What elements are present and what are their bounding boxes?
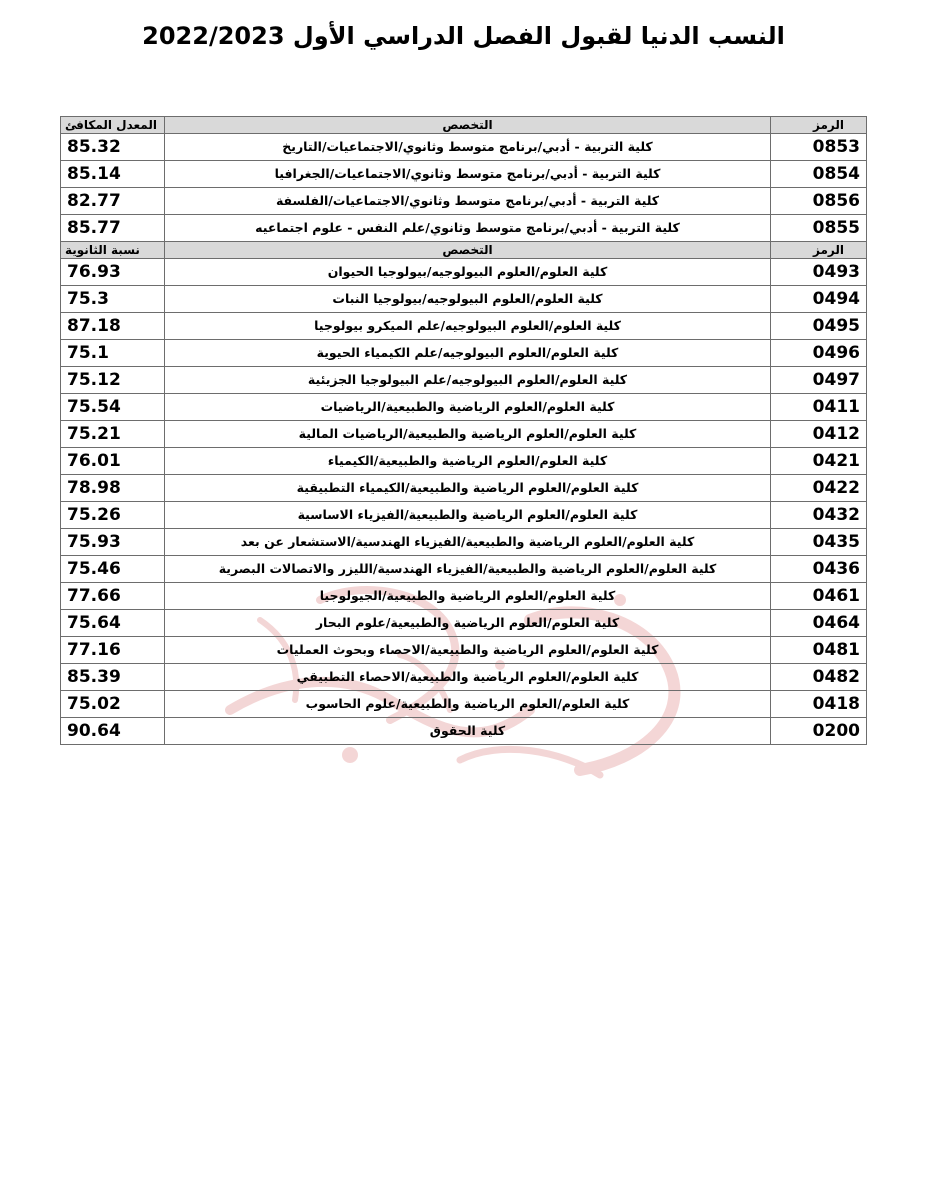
score-cell: 75.3 <box>61 286 165 313</box>
header-specialization: التخصص <box>165 117 771 134</box>
table-row <box>61 161 867 188</box>
score-cell: 75.21 <box>61 421 165 448</box>
score-cell: 75.02 <box>61 691 165 718</box>
specialization-cell: كلية العلوم/العلوم الرياضية والطبيعية/الفيزياء الهندسية/الليزر والاتصالات البصرية <box>165 556 771 583</box>
table-row <box>61 313 867 340</box>
code-cell: 0496 <box>771 340 867 367</box>
header-score: المعدل المكافئ <box>61 117 165 134</box>
code-cell: 0436 <box>771 556 867 583</box>
score-cell: 77.16 <box>61 637 165 664</box>
specialization-cell: كلية العلوم/العلوم الرياضية والطبيعية/الفيزياء الاساسية <box>165 502 771 529</box>
score-cell: 85.77 <box>61 215 165 242</box>
table-row <box>61 421 867 448</box>
table-row <box>61 502 867 529</box>
table-row <box>61 215 867 242</box>
score-cell: 75.26 <box>61 502 165 529</box>
table-row <box>61 583 867 610</box>
score-cell: 75.64 <box>61 610 165 637</box>
code-cell: 0495 <box>771 313 867 340</box>
code-cell: 0497 <box>771 367 867 394</box>
score-cell: 78.98 <box>61 475 165 502</box>
score-cell: 75.93 <box>61 529 165 556</box>
table-row <box>61 637 867 664</box>
specialization-cell: كلية العلوم/العلوم الرياضية والطبيعية/الاحصاء وبحوث العمليات <box>165 637 771 664</box>
score-cell: 76.01 <box>61 448 165 475</box>
score-cell: 75.54 <box>61 394 165 421</box>
header-code: الرمز <box>771 117 867 134</box>
table-row <box>61 188 867 215</box>
table-row <box>61 529 867 556</box>
code-cell: 0494 <box>771 286 867 313</box>
specialization-cell: كلية العلوم/العلوم الرياضية والطبيعية/الرياضيات المالية <box>165 421 771 448</box>
section1-header-row <box>61 117 867 134</box>
code-cell: 0418 <box>771 691 867 718</box>
score-cell: 77.66 <box>61 583 165 610</box>
specialization-cell: كلية العلوم/العلوم الرياضية والطبيعية/الفيزياء الهندسية/الاستشعار عن بعد <box>165 529 771 556</box>
header-specialization: التخصص <box>165 242 771 259</box>
specialization-cell: كلية التربية - أدبي/برنامج متوسط وثانوي/الاجتماعيات/الفلسفة <box>165 188 771 215</box>
header-score: نسبة الثانوية <box>61 242 165 259</box>
code-cell: 0411 <box>771 394 867 421</box>
table-row <box>61 691 867 718</box>
table-row <box>61 556 867 583</box>
code-cell: 0481 <box>771 637 867 664</box>
section2-header-row <box>61 242 867 259</box>
admission-table <box>60 116 867 745</box>
specialization-cell: كلية العلوم/العلوم الرياضية والطبيعية/الكيمياء التطبيقية <box>165 475 771 502</box>
table-row <box>61 134 867 161</box>
score-cell: 85.39 <box>61 664 165 691</box>
specialization-cell: كلية العلوم/العلوم الرياضية والطبيعية/الجيولوجيا <box>165 583 771 610</box>
score-cell: 82.77 <box>61 188 165 215</box>
score-cell: 75.1 <box>61 340 165 367</box>
specialization-cell: كلية التربية - أدبي/برنامج متوسط وثانوي/الاجتماعيات/الجغرافيا <box>165 161 771 188</box>
table-row <box>61 340 867 367</box>
code-cell: 0412 <box>771 421 867 448</box>
specialization-cell: كلية العلوم/العلوم البيولوجيه/بيولوجيا الحيوان <box>165 259 771 286</box>
code-cell: 0493 <box>771 259 867 286</box>
code-cell: 0464 <box>771 610 867 637</box>
table-row <box>61 718 867 745</box>
page-title: النسب الدنيا لقبول الفصل الدراسي الأول 2022/2023 <box>142 22 785 50</box>
code-cell: 0422 <box>771 475 867 502</box>
code-cell: 0855 <box>771 215 867 242</box>
score-cell: 85.14 <box>61 161 165 188</box>
code-cell: 0432 <box>771 502 867 529</box>
code-cell: 0461 <box>771 583 867 610</box>
score-cell: 76.93 <box>61 259 165 286</box>
code-cell: 0482 <box>771 664 867 691</box>
table-row <box>61 664 867 691</box>
admission-table-body <box>61 117 867 745</box>
specialization-cell: كلية العلوم/العلوم البيولوجيه/علم الميكرو بيولوجيا <box>165 313 771 340</box>
table-row <box>61 475 867 502</box>
specialization-cell: كلية العلوم/العلوم البيولوجيه/علم الكيمياء الحيوية <box>165 340 771 367</box>
code-cell: 0853 <box>771 134 867 161</box>
specialization-cell: كلية العلوم/العلوم الرياضية والطبيعية/الاحصاء التطبيقي <box>165 664 771 691</box>
header-code: الرمز <box>771 242 867 259</box>
score-cell: 75.46 <box>61 556 165 583</box>
score-cell: 87.18 <box>61 313 165 340</box>
specialization-cell: كلية العلوم/العلوم الرياضية والطبيعية/علوم البحار <box>165 610 771 637</box>
table-row <box>61 394 867 421</box>
specialization-cell: كلية التربية - أدبي/برنامج متوسط وثانوي/الاجتماعيات/التاريخ <box>165 134 771 161</box>
table-row <box>61 259 867 286</box>
specialization-cell: كلية العلوم/العلوم البيولوجيه/بيولوجيا النبات <box>165 286 771 313</box>
score-cell: 85.32 <box>61 134 165 161</box>
specialization-cell: كلية العلوم/العلوم البيولوجيه/علم البيولوجيا الجزيئية <box>165 367 771 394</box>
specialization-cell: كلية الحقوق <box>165 718 771 745</box>
specialization-cell: كلية العلوم/العلوم الرياضية والطبيعية/علوم الحاسوب <box>165 691 771 718</box>
table-row <box>61 367 867 394</box>
specialization-cell: كلية التربية - أدبي/برنامج متوسط وثانوي/علم النفس - علوم اجتماعيه <box>165 215 771 242</box>
code-cell: 0421 <box>771 448 867 475</box>
code-cell: 0856 <box>771 188 867 215</box>
table-row <box>61 448 867 475</box>
code-cell: 0854 <box>771 161 867 188</box>
code-cell: 0200 <box>771 718 867 745</box>
specialization-cell: كلية العلوم/العلوم الرياضية والطبيعية/الكيمياء <box>165 448 771 475</box>
table-row <box>61 286 867 313</box>
specialization-cell: كلية العلوم/العلوم الرياضية والطبيعية/الرياضيات <box>165 394 771 421</box>
score-cell: 75.12 <box>61 367 165 394</box>
code-cell: 0435 <box>771 529 867 556</box>
score-cell: 90.64 <box>61 718 165 745</box>
table-row <box>61 610 867 637</box>
